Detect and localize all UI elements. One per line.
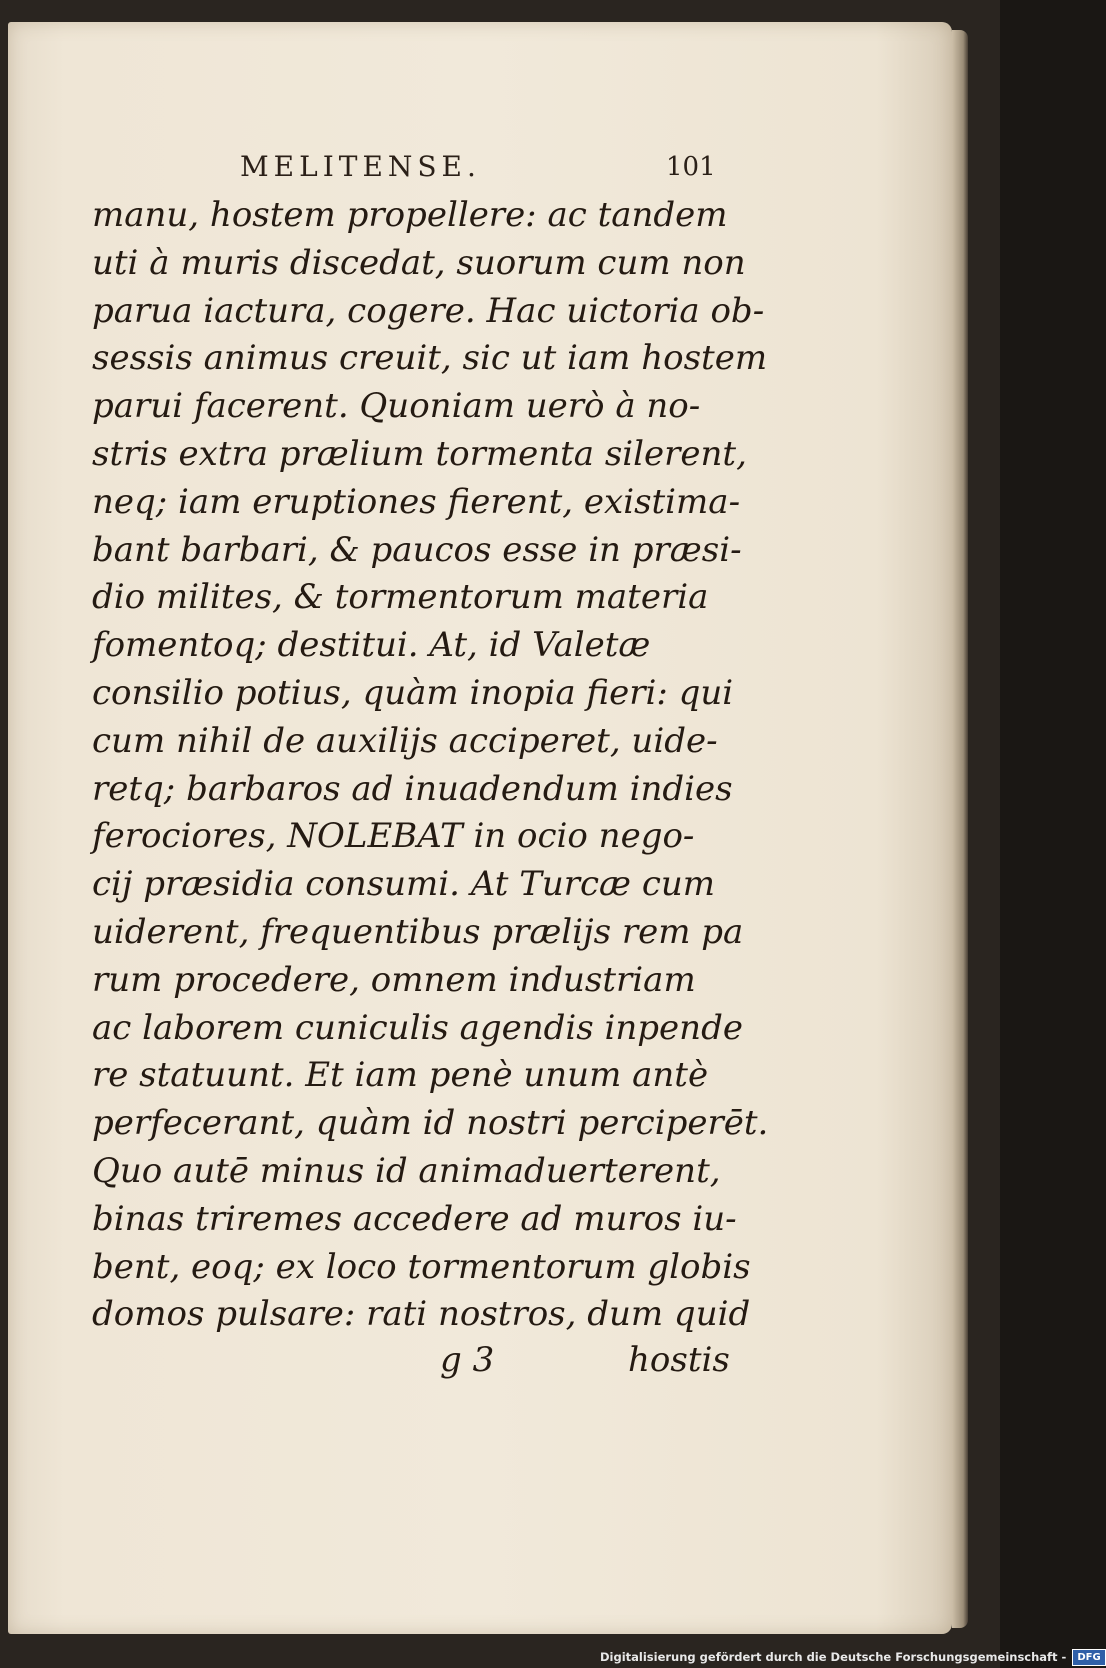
text-line: manu, hostem propellere: ac tandem — [92, 195, 728, 235]
running-head: MELITENSE. — [240, 150, 481, 183]
catchword: hostis — [628, 1340, 730, 1380]
text-line: domos pulsare: rati nostros, dum quid — [92, 1294, 751, 1335]
text-line: ferociores, NOLEBAT in ocio nego- — [92, 816, 695, 857]
text-line: stris extra prælium tormenta silerent, — [92, 433, 747, 474]
text-line: bant barbari, & paucos esse in præsi- — [92, 529, 742, 570]
text-line: ac laborem cuniculis agendis inpende — [92, 1007, 743, 1048]
text-line: perfecerant, quàm id nostri perciperēt. — [92, 1103, 769, 1144]
text-line: cum nihil de auxilijs acciperet, uide- — [92, 720, 718, 761]
text-line: dio milites, & tormentorum materia — [92, 577, 709, 618]
text-line: re statuunt. Et iam penè unum antè — [92, 1055, 709, 1096]
text-line: rum procedere, omnem industriam — [92, 959, 696, 1000]
page-edge — [952, 30, 968, 1628]
text-line: bent, eoq; ex loco tormentorum globis — [92, 1246, 751, 1287]
text-line: sessis animus creuit, sic ut iam hostem — [92, 338, 768, 379]
dfg-logo-icon: DFG — [1072, 1649, 1105, 1666]
text-line: parui facerent. Quoniam uerò à no- — [92, 386, 701, 427]
text-line: binas triremes accedere ad muros iu- — [92, 1198, 737, 1239]
page-number: 101 — [666, 152, 716, 182]
text-line: uiderent, frequentibus prælijs rem pa — [92, 911, 744, 952]
text-line: consilio potius, quàm inopia fieri: qui — [92, 672, 734, 713]
text-line: uti à muris discedat, suorum cum non — [92, 242, 746, 283]
digitization-footer — [600, 1646, 1106, 1668]
text-line: neq; iam eruptiones fierent, existima- — [92, 481, 741, 522]
funding-notice: Digitalisierung gefördert durch die Deutsche Forschungsgemeinschaft - — [600, 1650, 1067, 1664]
text-line: cij præsidia consumi. At Turcæ cum — [92, 864, 716, 905]
text-line: parua iactura, cogere. Hac uictoria ob- — [92, 290, 765, 331]
text-line: fomentoq; destitui. At, id Valetæ — [92, 625, 651, 666]
text-block — [92, 192, 769, 1339]
signature-mark: g 3 — [440, 1340, 495, 1380]
text-line: retq; barbaros ad inuadendum indies — [92, 768, 733, 809]
text-line: Quo autē minus id animaduerterent, — [92, 1150, 721, 1191]
